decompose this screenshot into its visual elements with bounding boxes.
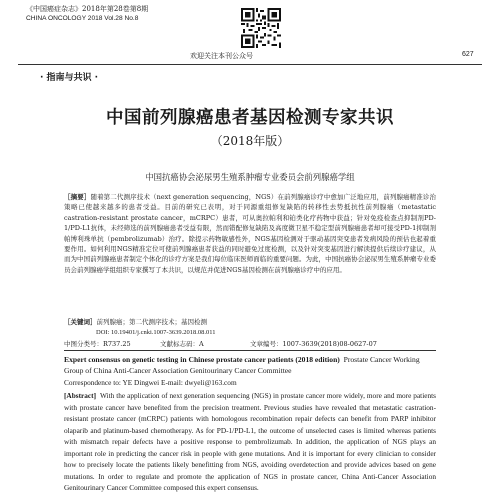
article-title: 中国前列腺癌患者基因检测专家共识 — [106, 108, 394, 128]
english-title-block — [64, 354, 436, 376]
en-abstract-text: With the application of next generation sequencing (NGS) in prostate cancer more widely, more and more patients with prostate cancer have benefited from the precision treatment. Previous studies have revealed that metastatic castration-resistant prostate cancer (mCRPC) patients with homologous recombination repair defects can benefit from PARP inhibitor olaparib and platinum-based chemotherapy. As for PD-1/PD-L1, the outcome of unselected cases is limited whereas patients with mismatch repair defects have a positive response to pembrolizumab. In addition, the application of NGS plays an important role in predicting the cancer risk in people with gene mutations. And it is important for every clinician to consider how to precisely locate the patients likely benefitting from NGS, avoiding overdetection and provide advices based on gene mutations. In order to regulate and promote the application of NGS in prostate cancer, China Anti-Cancer Association Genitourinary Cancer Committee composed this expert consensus. — [64, 391, 436, 492]
cn-abstract-label: ［摘要］ — [64, 193, 91, 201]
section-label: · 指南与共识 · — [40, 73, 99, 83]
english-abstract — [64, 390, 436, 494]
article-edition: （2018年版） — [210, 134, 290, 148]
journal-name-cn: 《中国癌症杂志》2018年第28卷第8期 — [26, 5, 149, 13]
header-divider — [18, 64, 482, 65]
document-code: 文献标志码：A — [160, 340, 204, 348]
article-number: 文章编号：1007-3639(2018)08-0627-07 — [250, 340, 377, 348]
journal-header — [26, 5, 148, 23]
keywords — [64, 317, 207, 326]
qr-code-icon[interactable] — [241, 8, 281, 48]
keywords-text: 前列腺癌；第二代测序技术；基因检测 — [96, 318, 207, 326]
journal-name-en: CHINA ONCOLOGY 2018 Vol.28 No.8 — [26, 15, 139, 22]
author-committee: 中国抗癌协会泌尿男生殖系肿瘤专业委员会前列腺癌学组 — [145, 172, 355, 182]
correspondence: Correspondence to: YE Dingwei E-mail: dwyeli@163.com — [64, 378, 237, 387]
clc-number: 中图分类号：R737.25 — [64, 340, 131, 348]
chinese-abstract — [64, 192, 436, 275]
page-number: 627 — [462, 51, 474, 58]
wechat-prompt: 欢迎关注本刊公众号 — [190, 52, 253, 60]
doi[interactable]: DOI: 10.19401/j.cnki.1007-3639.2018.08.011 — [96, 329, 216, 336]
english-title: Expert consensus on genetic testing in Chinese prostate cancer patients (2018 edition) — [64, 355, 340, 364]
section-divider — [64, 350, 436, 351]
cn-abstract-text: 随着第二代测序技术（next generation sequencing，NGS）在前列腺癌诊疗中愈加广泛地应用，前列腺癌精准诊治策略已使越来越多的患者受益。目前的研究已表明，对于同源重组修复缺陷的转移性去势抵抗性前列腺癌（metastatic castration-resistant prostate cancer，mCRPC）患者，可从奥拉帕利和铂类化疗药物中获益；针对免疫检查点抑制剂PD-1/PD-L1抗体，未经筛选的前列腺癌患者受益有限，然而错配修复缺陷及高度微卫星不稳定型前列腺癌患者却可接受PD-1抑制剂帕博利珠单抗（pembrolizumab）治疗。除提示药物敏感性外，NGS基因检测对于驱动基因突变患者发病风险的预估也起着重要作用。如何利用NGS精准定位可使前列腺癌患者获益的同时避免过度检测，以及针对突变基因进行解读提供后续诊疗建议，从而为中国前列腺癌患者制定个体化的诊疗方案是我们每位临床医师面临的重要问题。为此，中国抗癌协会泌尿男生殖系肿瘤专业委员会前列腺癌学组组织专家撰写了本共识，以规范并促进NGS基因检测在前列腺癌诊疗中的应用。 — [64, 193, 437, 274]
english-authors: Prostate Cancer Working Group of China Anti-Cancer Association Genitourinary Cancer Committee — [64, 355, 420, 375]
en-abstract-label: [Abstract] — [64, 391, 97, 400]
keywords-label: ［关键词］ — [64, 318, 97, 326]
